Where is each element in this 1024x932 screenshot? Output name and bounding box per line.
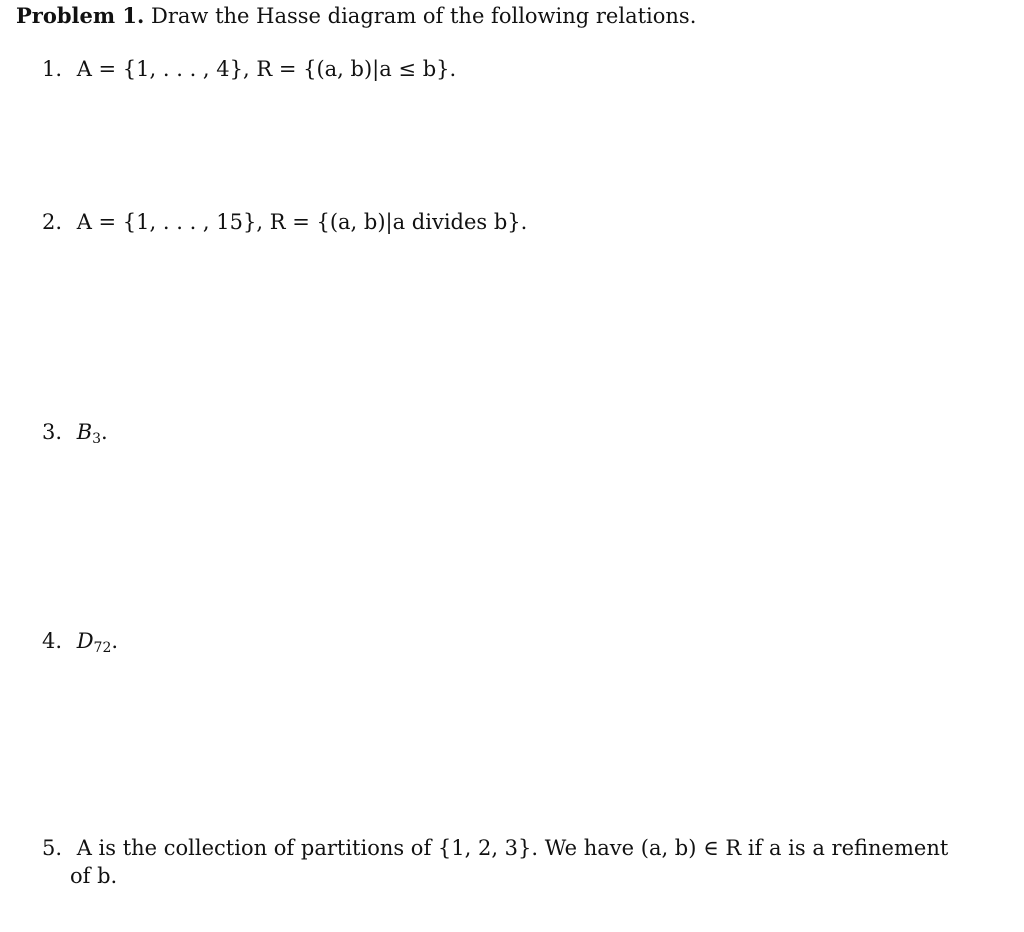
item-number: 4.: [42, 629, 63, 653]
item-number: 2.: [42, 210, 63, 234]
item-number: 3.: [42, 420, 63, 444]
math-suffix: .: [101, 420, 108, 444]
list-item-3: [42, 418, 108, 446]
problem-instruction: Draw the Hasse diagram of the following relations.: [151, 4, 697, 28]
item-text-line-1: A is the collection of partitions of {1, 2, 3}. We have (a, b) ∈ R if a is a refinement: [76, 836, 949, 860]
item-math: [76, 420, 108, 447]
list-item-4: [42, 627, 118, 655]
list-item-5-continuation: [70, 862, 117, 890]
item-math: [76, 629, 119, 656]
math-subscript: 72: [93, 640, 112, 656]
list-item-2: [42, 208, 527, 236]
problem-label: Problem 1.: [16, 3, 145, 28]
item-text: A = {1, . . . , 15}, R = {(a, b)|a divides b}.: [76, 210, 528, 234]
math-symbol: D: [76, 629, 94, 653]
item-text-line-2: of b.: [70, 864, 118, 888]
problem-header: [16, 2, 696, 30]
item-number: 5.: [42, 836, 63, 860]
math-subscript: 3: [92, 431, 102, 447]
math-suffix: .: [111, 629, 119, 653]
list-item-1: [42, 55, 456, 83]
item-text: A = {1, . . . , 4}, R = {(a, b)|a ≤ b}.: [76, 57, 457, 81]
list-item-5: [42, 834, 948, 862]
math-symbol: B: [76, 420, 93, 444]
item-number: 1.: [42, 57, 63, 81]
